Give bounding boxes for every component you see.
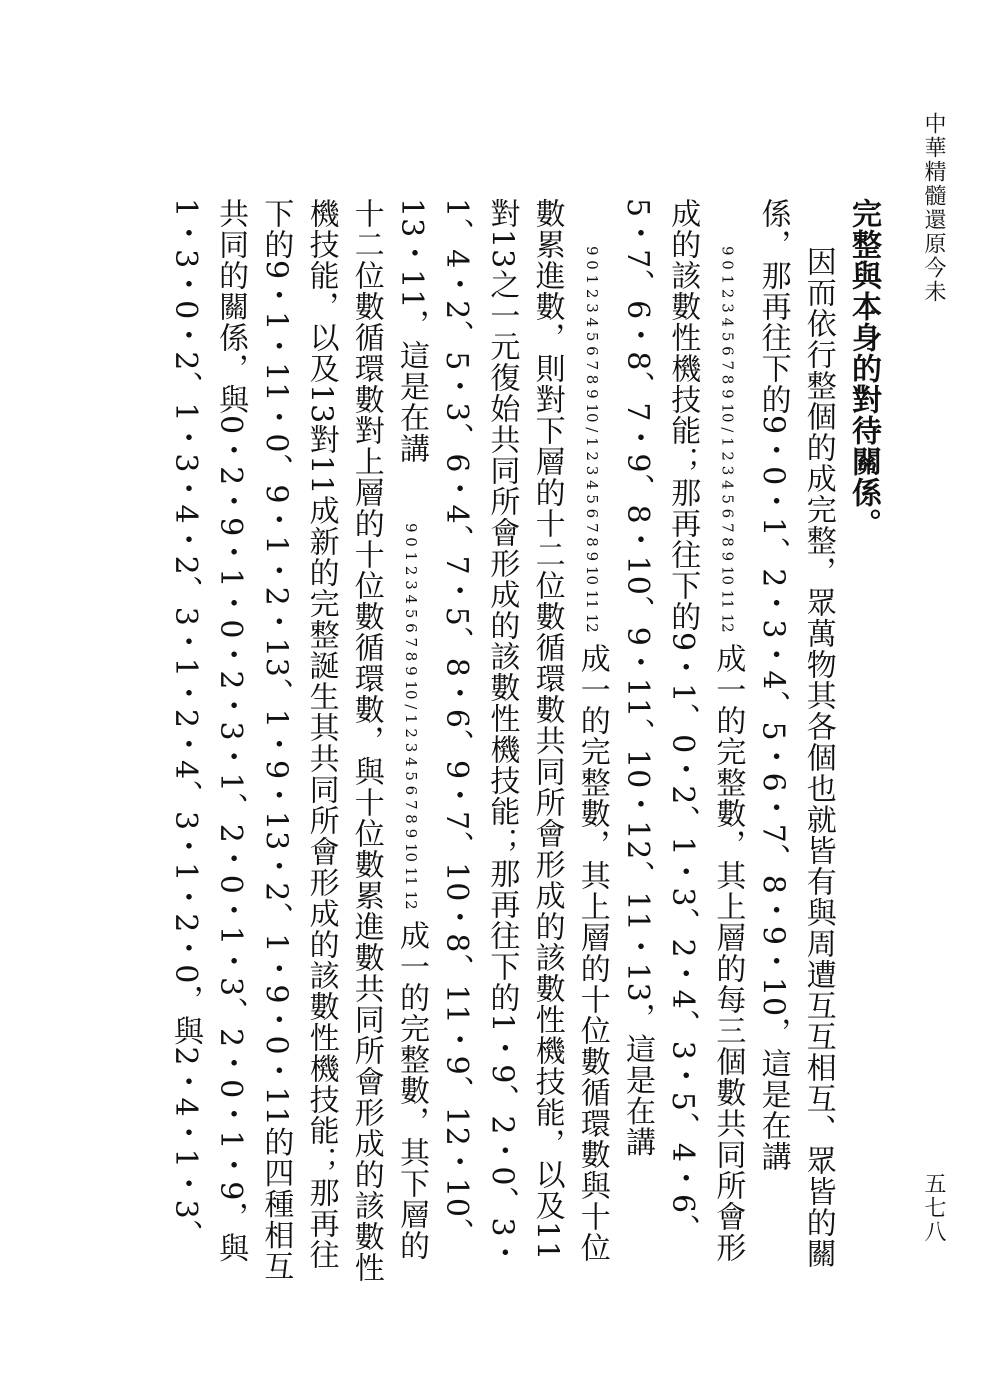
number-table-3: 9 0 1 2 3 4 5 6 7 8 9 10 / 1 2 3 4 5 6 7 8 9 10 11 12: [401, 522, 420, 910]
page-number: 五七八: [921, 1172, 946, 1244]
body-text: [116, 198, 886, 1288]
paragraph-text-2: 成一的完整數，其上層的每三個數共同所會形成的該數性機技能；那再往下的9・1、0・2、1・3、2・4、3・5、4・6、5・7、6・8、7・9、8・10、9・11、10・12、11・13，這是在講: [619, 198, 746, 1264]
paragraph: [163, 198, 841, 1288]
paragraph-text-4: 成一的完整數，其下層的十二位數循環數對上層的十位數循環數，與十位數累進數共同所會形成的該數性機技能，以及13對11成新的完整誕生其共同所會形成的該數性機技能；那再往下的9・1・11・0、9・1・2・13、1・9・13・2、1・9・0・11的四種相互共同的關係，與0・2・9・1・0・2・3・1、2・0・1・3、2・0・1・9，與1・3・0・2、1・3・4・2、3・1・2・4、3・1・2・0，與2・4・1・3、: [167, 198, 429, 1283]
number-table-1: 9 0 1 2 3 4 5 6 7 8 9 10 / 1 2 3 4 5 6 7 8 9 10 11 12: [718, 246, 737, 633]
section-heading: 完整與本身的對待關係。: [846, 198, 881, 539]
paragraph-text-1: 因而依行整個的成完整，眾萬物其各個也就皆有與周遭互互相互、眾皆的關係，那再往下的9・0・1、2・3・4、5・6・7、8・9・10，這是在講: [755, 198, 836, 1269]
paragraph-text-3: 成一的完整數，其上層的十位數循環數與十位數累進數，則對下層的十二位數循環數共同所會形成的該數性機技能，以及11對13之一元復始共同所會形成的該數性機技能；那再往下的1・9、2・0、3・1、4・2、5・3、6・4、7・5、8・6、9・7、10・8、11・9、12・10、13・11，這是在講: [393, 198, 610, 1269]
number-table-2: 9 0 1 2 3 4 5 6 7 8 9 10 / 1 2 3 4 5 6 7 8 9 10 11 12: [582, 246, 601, 633]
running-header: 中華精髓還原今未: [921, 112, 946, 304]
